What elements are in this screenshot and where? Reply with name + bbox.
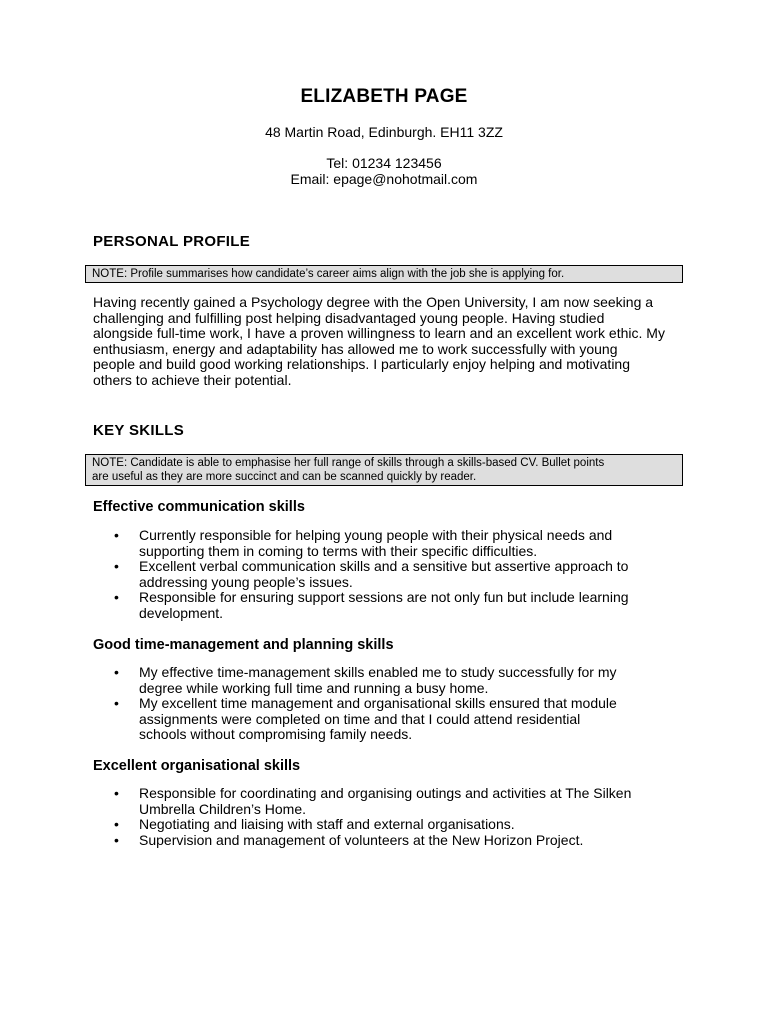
bullet-marker: • — [114, 785, 119, 801]
bullet-line: Negotiating and liaising with staff and external organisations. — [139, 816, 515, 832]
list-item — [93, 559, 663, 590]
bullet-line: My effective time-management skills enabled me to study successfully for my — [139, 664, 617, 680]
email: Email: epage@nohotmail.com — [290, 171, 478, 187]
bullet-line: Supervision and management of volunteers at the New Horizon Project. — [139, 831, 584, 848]
personal-profile-heading: PERSONAL PROFILE — [93, 233, 251, 250]
list-item — [93, 528, 663, 559]
organisational-skills-list — [93, 786, 663, 848]
bullet-line: Umbrella Children’s Home. — [139, 800, 307, 817]
bullet-line: supporting them in coming to terms with their specific difficulties. — [139, 542, 538, 559]
bullet-line: assignments were completed on time and that I could attend residential — [139, 710, 581, 727]
organisational-skills-heading: Excellent organisational skills — [93, 758, 301, 774]
candidate-name: ELIZABETH PAGE — [300, 86, 468, 107]
bullet-line: Responsible for coordinating and organising outings and activities at The Silken — [139, 785, 632, 801]
profile-note-box — [85, 265, 683, 283]
bullet-marker: • — [114, 527, 119, 543]
list-item — [93, 590, 663, 621]
bullet-line: development. — [139, 604, 224, 621]
profile-line: enthusiasm, energy and adaptability has allowed me to work successfully with young — [93, 340, 618, 357]
communication-skills-list — [93, 528, 663, 621]
skills-note-box — [85, 454, 683, 486]
list-item — [93, 817, 663, 833]
time-management-skills-heading: Good time-management and planning skills — [93, 637, 394, 653]
bullet-marker: • — [114, 558, 119, 574]
list-item — [93, 786, 663, 817]
skills-note-line: NOTE: Candidate is able to emphasise her full range of skills through a skills-based CV. Bullet points — [92, 457, 605, 469]
skills-note-line: are useful as they are more succinct and can be scanned quickly by reader. — [92, 471, 477, 483]
communication-skills-heading: Effective communication skills — [93, 499, 305, 515]
bullet-line: Excellent verbal communication skills and a sensitive but assertive approach to — [139, 558, 629, 574]
bullet-line: Currently responsible for helping young people with their physical needs and — [139, 527, 613, 543]
bullet-marker: • — [114, 816, 119, 832]
profile-paragraph — [93, 295, 673, 388]
bullet-line: My excellent time management and organisational skills ensured that module — [139, 695, 617, 711]
bullet-line: schools without compromising family needs. — [139, 726, 413, 742]
profile-note-text: NOTE: Profile summarises how candidate’s career aims align with the job she is applying for. — [92, 268, 565, 280]
profile-line: Having recently gained a Psychology degree with the Open University, I am now seeking a — [93, 294, 654, 310]
profile-line: people and build good working relationships. I particularly enjoy helping and motivating — [93, 356, 631, 372]
key-skills-heading: KEY SKILLS — [93, 422, 185, 439]
address: 48 Martin Road, Edinburgh. EH11 3ZZ — [265, 124, 503, 140]
profile-line: alongside full-time work, I have a proven willingness to learn and an excellent work ethic. My — [93, 325, 665, 341]
list-item — [93, 696, 663, 743]
bullet-line: addressing young people’s issues. — [139, 573, 353, 590]
profile-line: others to achieve their potential. — [93, 371, 292, 388]
list-item — [93, 833, 663, 849]
bullet-marker: • — [114, 831, 119, 848]
bullet-line: degree while working full time and running a busy home. — [139, 679, 489, 696]
bullet-marker: • — [114, 695, 119, 711]
profile-line: challenging and fulfilling post helping disadvantaged young people. Having studied — [93, 309, 605, 326]
list-item — [93, 665, 663, 696]
time-management-skills-list — [93, 665, 663, 743]
bullet-line: Responsible for ensuring support sessions are not only fun but include learning — [139, 589, 629, 605]
telephone: Tel: 01234 123456 — [326, 155, 442, 171]
bullet-marker: • — [114, 589, 119, 605]
bullet-marker: • — [114, 664, 119, 680]
